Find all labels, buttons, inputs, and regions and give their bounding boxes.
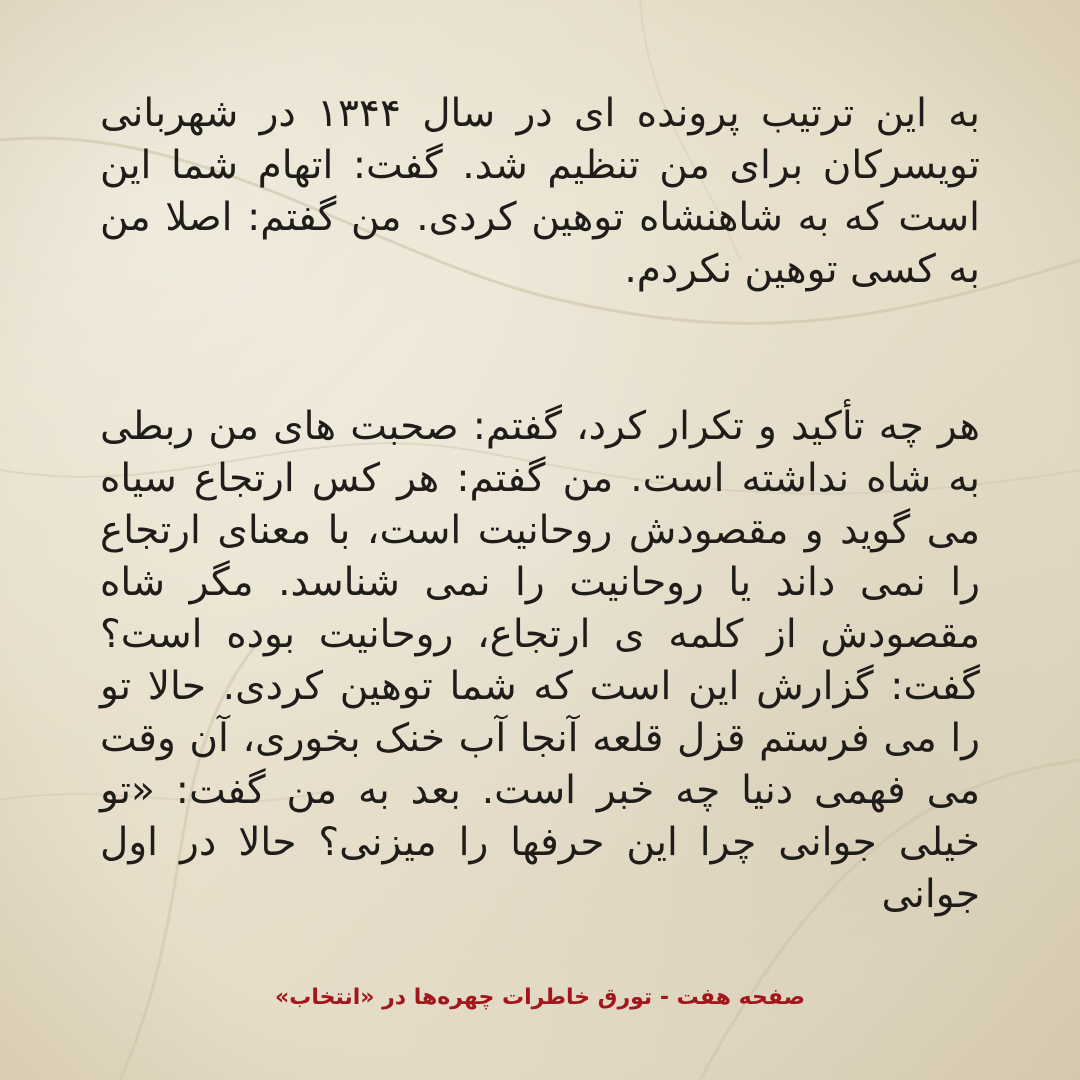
page-caption: صفحه هفت - تورق خاطرات چهره‌ها در «انتخاب» (275, 985, 805, 1010)
paragraph-spacer (100, 296, 980, 401)
paragraph-1: به این ترتیب پرونده ای در سال ۱۳۴۴ در شهربانی تویسرکان برای من تنظیم شد. گفت: اتهام شما این است که به شاهنشاه توهین کردی. من گفتم: اصلا من به کسی توهین نکردم. (100, 91, 980, 292)
paragraph-2: هر چه تأکید و تکرار کرد، گفتم: صحبت های من ربطی به شاه نداشته است. من گفتم: هر کس ارتجاع سیاه می گوید و مقصودش روحانیت است، با معنای ارتجاع را نمی داند یا روحانیت را نمی شناسد. مگر شاه مقصودش از کلمه ی ارتجاع، روحانیت بوده است؟ گفت: گزارش این است که شما توهین کردی. حالا تو را می فرستم قزل قلعه آنجا آب خنک بخوری، آن وقت می فهمی دنیا چه خبر است. بعد به من گفت: «تو خیلی جوانی چرا این حرفها را میزنی؟ حالا در اول جوانی (100, 404, 980, 917)
article-text (100, 88, 980, 921)
